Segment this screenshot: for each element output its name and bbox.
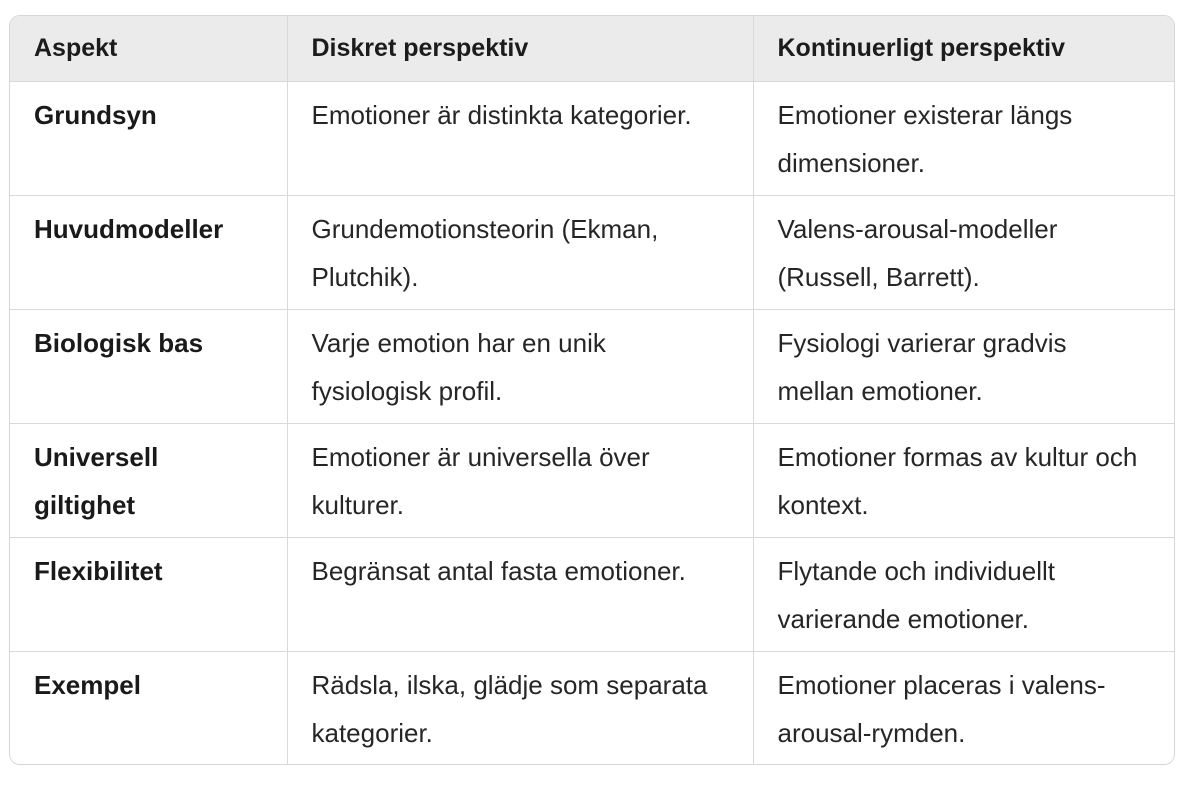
- header-discrete: Diskret perspektiv: [287, 16, 753, 82]
- table-body: [10, 82, 1174, 765]
- cell-aspect: Grundsyn: [10, 82, 287, 196]
- cell-discrete: Begränsat antal fasta emotioner.: [287, 538, 753, 652]
- table-row: [10, 424, 1174, 538]
- cell-discrete: Grundemotionsteorin (Ekman, Plutchik).: [287, 196, 753, 310]
- cell-discrete: Emotioner är universella över kulturer.: [287, 424, 753, 538]
- cell-continuous: Emotioner existerar längs dimensioner.: [753, 82, 1174, 196]
- cell-continuous: Emotioner placeras i valens-arousal-rymden.: [777, 670, 1106, 748]
- cell-aspect: Exempel: [10, 652, 287, 765]
- cell-aspect: Biologisk bas: [10, 310, 287, 424]
- table-row: [10, 310, 1174, 424]
- cell-continuous: Valens-arousal-modeller (Russell, Barrett).: [753, 196, 1174, 310]
- cell-discrete: Emotioner är distinkta kategorier.: [287, 82, 753, 196]
- comparison-table: [9, 15, 1175, 765]
- table-row: [10, 196, 1174, 310]
- header-row: [10, 16, 1174, 82]
- cell-aspect: Huvudmodeller: [10, 196, 287, 310]
- table-header: [10, 16, 1174, 82]
- cell-continuous: Flytande och individuellt varierande emotioner.: [753, 538, 1174, 652]
- comparison-table-grid: [10, 16, 1174, 765]
- table-row: [10, 652, 1174, 765]
- header-aspect: Aspekt: [10, 16, 287, 82]
- table-row: [10, 538, 1174, 652]
- cell-aspect: Flexibilitet: [10, 538, 287, 652]
- cell-discrete: Varje emotion har en unik fysiologisk profil.: [287, 310, 753, 424]
- cell-discrete: Rädsla, ilska, glädje som separata kategorier.: [287, 652, 753, 765]
- header-continuous: Kontinuerligt perspektiv: [753, 16, 1174, 82]
- cell-aspect: Universell giltighet: [10, 424, 287, 538]
- cell-continuous: Fysiologi varierar gradvis mellan emotioner.: [753, 310, 1174, 424]
- cell-continuous: Emotioner formas av kultur och kontext.: [753, 424, 1174, 538]
- table-row: [10, 82, 1174, 196]
